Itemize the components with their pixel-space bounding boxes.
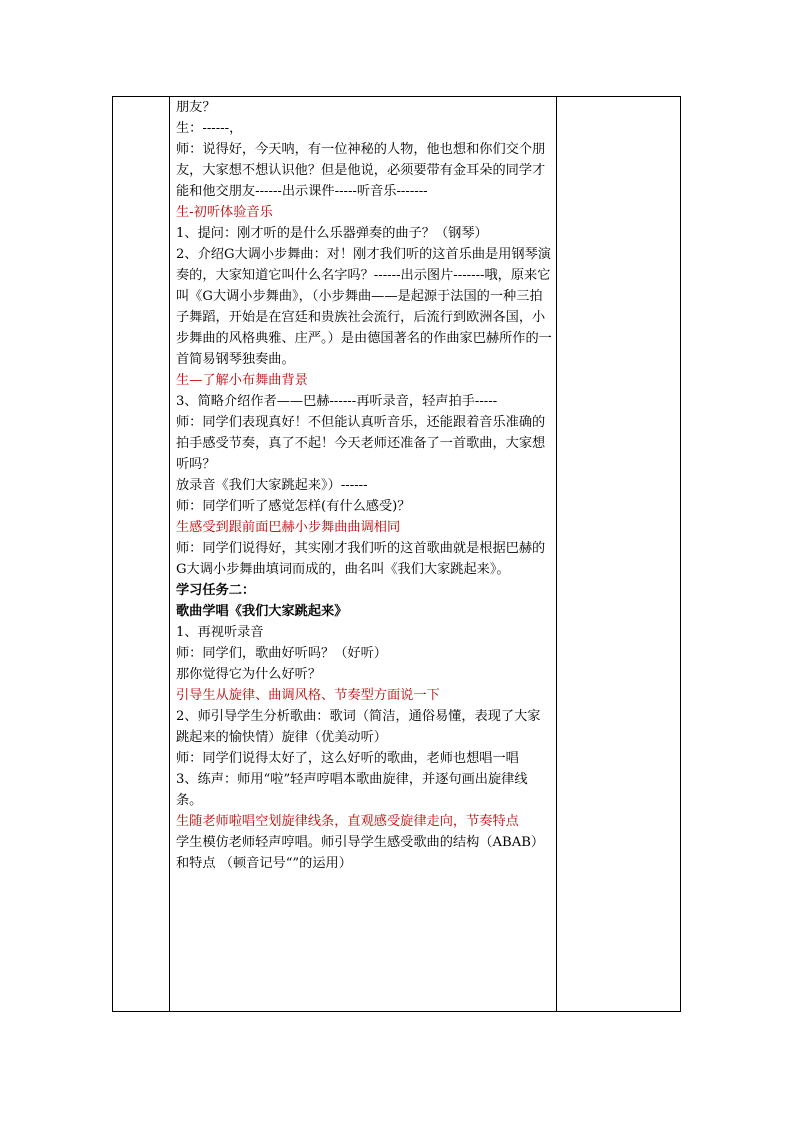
text-line: 师：同学们说得太好了，这么好听的歌曲，老师也想唱一唱 (176, 751, 519, 766)
text-line: 学生模仿老师轻声哼唱。师引导学生感受歌曲的结构（ABAB）和特点 （顿音记号“”的运用） (176, 835, 545, 871)
text-line: 师：同学们，歌曲好听吗？（好听） (176, 646, 387, 661)
text-line: 放录音《我们大家跳起来》）------ (176, 478, 368, 493)
text-line: 生—了解小布舞曲背景 (176, 373, 308, 388)
text-line: 那你觉得它为什么好听？ (176, 667, 322, 682)
text-line: 引导生从旋律、曲调风格、节奏型方面说一下 (176, 688, 440, 703)
text-line: 1、提问：刚才听的是什么乐器弹奏的曲子？（钢琴） (176, 226, 488, 241)
text-line: 师：同学们说得好，其实刚才我们听的这首歌曲就是根据巴赫的G大调小步舞曲填词而成的，曲名叫《我们大家跳起来》。 (176, 541, 546, 577)
text-line: 2、师引导学生分析歌曲：歌词（简洁，通俗易懂，表现了大家跳起来的愉快情）旋律（优美动听） (176, 709, 541, 745)
section-heading: 歌曲学唱《我们大家跳起来》 (176, 604, 348, 619)
text-line: 师：说得好，今天呐，有一位神秘的人物，他也想和你们交个朋友，大家想不想认识他？但是他说，必须要带有金耳朵的同学才能和他交朋友------出示课件-----听音乐------- (176, 142, 546, 199)
left-empty-cell (113, 97, 170, 1012)
text-line: 3、简略介绍作者——巴赫------再听录音，轻声拍手----- (176, 394, 498, 409)
text-line: 生：------， (176, 121, 243, 136)
section-heading: 学习任务二： (176, 583, 256, 598)
text-line: 师：同学们表现真好！不但能认真听音乐，还能跟着音乐准确的拍手感受节奏，真了不起！今天老师还准备了一首歌曲，大家想听吗？ (176, 415, 546, 472)
text-line: 朋友？ (176, 100, 216, 115)
text-line: 生随老师啦唱空划旋律线条，直观感受旋律走向，节奏特点 (176, 814, 519, 829)
text-line: 3、练声：师用“啦”轻声哼唱本歌曲旋律，并逐句画出旋律线条。 (176, 772, 528, 808)
text-line: 生感受到跟前面巴赫小步舞曲曲调相同 (176, 520, 401, 535)
text-line: 2、介绍G大调小步舞曲：对！刚才我们听的这首乐曲是用钢琴演奏的，大家知道它叫什么名字吗？------出示图片-------哦，原来它叫《G大调小步舞曲》，（小步舞曲——是起源于法国的一种三拍子舞蹈，开始是在宫廷和贵族社会流行，后流行到欧洲各国，小步舞曲的风格典雅、庄严。）是由德国著名的作曲家巴赫所作的一首简易钢琴独奏曲。 (176, 247, 552, 367)
teaching-process-cell (170, 97, 557, 1012)
text-line: 师：同学们听了感觉怎样(有什么感受)？ (176, 499, 411, 514)
right-empty-cell (557, 97, 681, 1012)
table-row (113, 97, 681, 1012)
teaching-process-text (170, 97, 556, 874)
text-line: 生-初听体验音乐 (176, 205, 273, 220)
text-line: 1、再视听录音 (176, 625, 264, 640)
lesson-plan-table (112, 96, 681, 1012)
